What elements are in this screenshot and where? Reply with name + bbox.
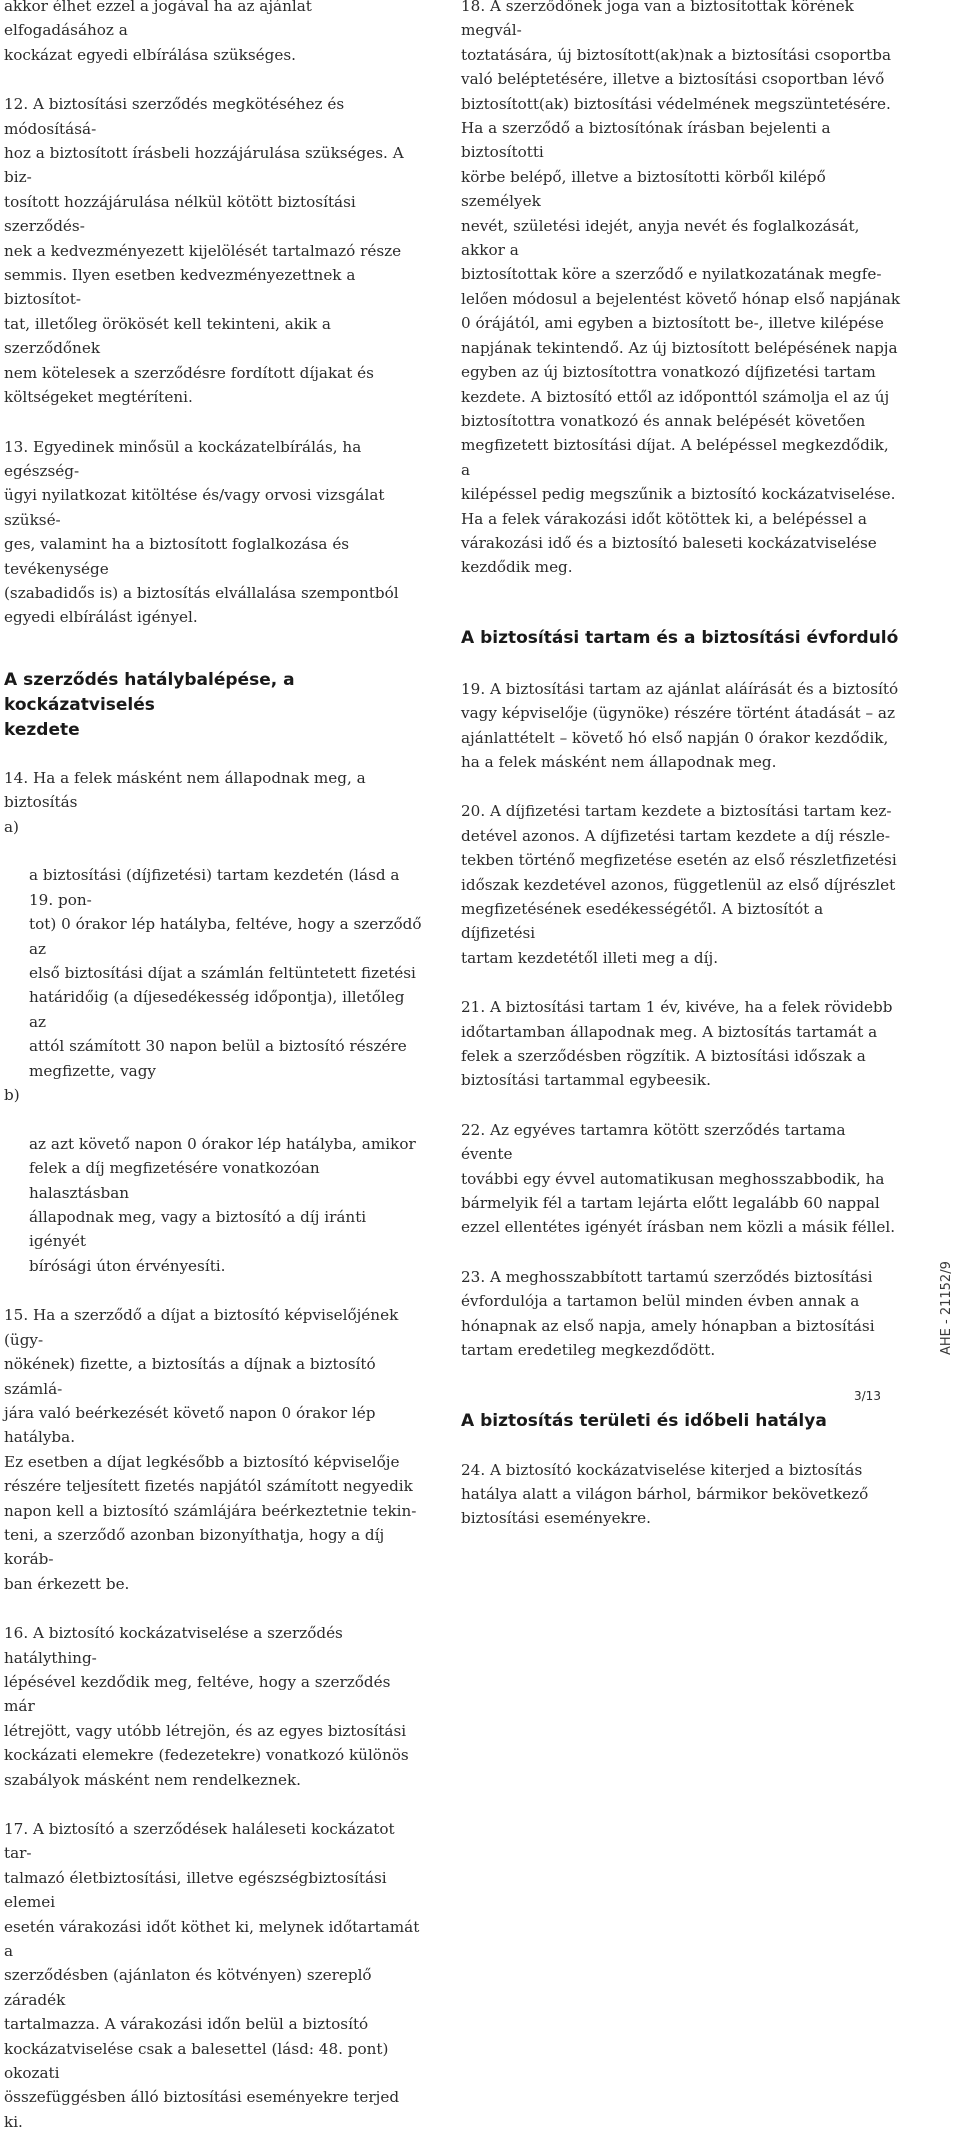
list-marker-a: a) — [4, 817, 19, 836]
section-heading-effect: A szerződés hatálybalépése, a kockázatviselés kezdete — [4, 669, 295, 740]
page-number: 3/13 — [854, 1389, 881, 1403]
paragraph-14-intro: 14. Ha a felek másként nem állapodnak meg, a biztosítás — [4, 768, 366, 812]
paragraph-13: 13. Egyedinek minősül a kockázatelbírálás, ha egészség- ügyi nyilatkozat kitöltése és/vagy orvosi vizsgálat szüksé- ges, valamint ha a biztosított foglalkozása és tevékenysége (szabadidős is) a biztosítás elvállalása szempontból egyedi elbírálást igényel. — [4, 437, 399, 627]
paragraph-19: 19. A biztosítási tartam az ajánlat aláírását és a biztosító vagy képviselője (ügynöke) részére történt átadását – az ajánlattételt – követő hó első napján 0 órakor kezdődik, ha a felek másként nem állapodnak meg. — [461, 679, 899, 771]
paragraph-17: 17. A biztosító a szerződések haláleseti kockázatot tar- talmazó életbiztosítási, illetve egészségbiztosítási elemei esetén várakozási időt köthet ki, melynek időtartamát a szerződésben (ajánlaton és kötvényen) szereplő záradék tartalmazza. A várakozási időn belül a biztosító kockázatviselése csak a balesettel (lásd: 48. pont) okozati összefüggésben álló biztosítási eseményekre terjed ki. — [4, 1820, 420, 2131]
paragraph-12: 12. A biztosítási szerződés megkötéséhez és módosításá- hoz a biztosított írásbeli hozzájárulása szükséges. A biz- tosított hozzájárulása nélkül kötött biztosítási szerződés- nek a kedvezményezett kijelölését tartalmazó része semmis. Ilyen esetben kedvezményezettnek a biztosítot- tat, illetőleg örökösét kell tekinteni, akik a szerződőnek nem kötelesek a szerződésre fordított díjakat és költségeket megtéríteni. — [4, 95, 404, 407]
list-item-a — [4, 815, 422, 1083]
paragraph-22: 22. Az egyéves tartamra kötött szerződés tartama évente további egy évvel automatikusan meghosszabbodik, ha bármelyik fél a tartam lejárta előtt legalább 60 nappal ezzel ellentétes igényét írásban nem közli a másik féllel. — [461, 1120, 896, 1237]
paragraph-intro: akkor élhet ezzel a jogával ha az ajánlat elfogadásához a kockázat egyedi elbírálása szükséges. — [4, 0, 312, 64]
section-heading-term: A biztosítási tartam és a biztosítási évforduló — [461, 627, 899, 648]
list-item-b — [4, 1083, 422, 1278]
paragraph-14-list — [4, 815, 422, 1279]
paragraph-16: 16. A biztosító kockázatviselése a szerződés hatálything- lépésével kezdődik meg, feltéve, hogy a szerződés már létrejött, vagy utóbb létrejön, és az egyes biztosítási kockázati elemekre (fedezetekre) vonatkozó különös szabályok másként nem rendelkeznek. — [4, 1624, 409, 1789]
right-column — [461, 0, 901, 1531]
list-marker-b: b) — [4, 1086, 20, 1105]
list-text-a: a biztosítási (díjfizetési) tartam kezdetén (lásd a 19. pon- tot) 0 órakor lép hatályba, feltéve, hogy a szerződő az első biztosítási díjat a számlán feltüntetett fizetési határidőig (a díjesedékesség időpontja), illetőleg az attól számított 30 napon belül a biztosító részére megfizette, vagy — [29, 866, 422, 1080]
paragraph-18: 18. A szerződőnek joga van a biztosítottak körének megvál- toztatására, új biztosított(ak)nak a biztosítási csoportba való beléptetésére, illetve a biztosítási csoportban lévő biztosított(ak) biztosítási védelmének megszüntetésére. Ha a szerződő a biztosítónak írásban bejelenti a biztosítotti körbe belépő, illetve a biztosítotti körből kilépő személyek nevét, születési idejét, anyja nevét és foglalkozását, akkor a biztosítottak köre a szerződő e nyilatkozatának megfe- lelően módosul a bejelentést követő hónap első napjának 0 órájától, ami egyben a biztosított be-, illetve kilépése napjának tekintendő. Az új biztosított belépésének napja egyben az új biztosítottra vonatkozó díjfizetési tartam kezdete. A biztosító ettől az időponttól számolja el az új biztosítottra vonatkozó és annak belépését követően megfizetett biztosítási díjat. A belépéssel megkezdődik, a kilépéssel pedig megszűnik a biztosító kockázatviselése. Ha a felek várakozási időt kötöttek ki, a belépéssel a várakozási idő és a biztosító baleseti kockázatviselése kezdődik meg. — [461, 0, 901, 577]
paragraph-15: 15. Ha a szerződő a díjat a biztosító képviselőjének (ügy- nökének) fizette, a biztosítás a díjnak a biztosító számlá- jára való beérkezését követő napon 0 órakor lép hatályba. Ez esetben a díjat legkésőbb a biztosító képviselője részére teljesített fizetés napjától számított negyedik napon kell a biztosító számlájára beérkeztetnie tekin- teni, a szerződő azonban bizonyíthatja, hogy a díj koráb- ban érkezett be. — [4, 1306, 417, 1593]
paragraph-23: 23. A meghosszabbított tartamú szerződés biztosítási évfordulója a tartamon belül minden évben annak a hónapnak az első napja, amely hónapban a biztosítási tartam eredetileg megkezdődött. — [461, 1267, 875, 1360]
paragraph-21: 21. A biztosítási tartam 1 év, kivéve, ha a felek rövidebb időtartamban állapodnak meg. A biztosítás tartamát a felek a szerződésben rögzítik. A biztosítási időszak a biztosítási tartammal egybeesik. — [461, 998, 893, 1090]
paragraph-24: 24. A biztosító kockázatviselése kiterjed a biztosítás hatálya alatt a világon bárhol, bármikor bekövetkező biztosítási eseményekre. — [461, 1460, 869, 1528]
list-text-b: az azt követő napon 0 órakor lép hatályba, amikor felek a díj megfizetésére vonatkozóan halasztásban állapodnak meg, vagy a biztosító a díj iránti igényét bírósági úton érvényesíti. — [29, 1134, 416, 1275]
document-code: AHE - 21152/9 — [939, 1261, 954, 1355]
section-heading-scope: A biztosítás területi és időbeli hatálya — [461, 1410, 827, 1431]
left-column — [4, 0, 422, 2134]
paragraph-20: 20. A díjfizetési tartam kezdete a biztosítási tartam kez- detével azonos. A díjfizetési tartam kezdete a díj részle- tekben történő megfizetése esetén az első részletfizetési időszak kezdetével azonos, függetlenül az első díjrészlet megfizetésének esedékességétől. A biztosítót a díjfizetési tartam kezdetétől illeti meg a díj. — [461, 802, 897, 967]
